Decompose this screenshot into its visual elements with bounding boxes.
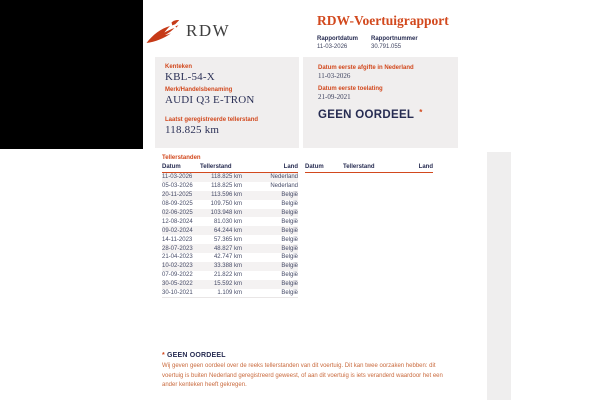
tellerstand-label: Laatst geregistreerde tellerstand [165, 117, 259, 123]
merk-label: Merk/Handelsbenaming [165, 87, 233, 93]
row-country: België [281, 272, 298, 279]
row-country: België [281, 201, 298, 208]
row-country: België [281, 290, 298, 297]
row-country: België [281, 245, 298, 252]
row-odometer: 109.750 km [210, 201, 242, 208]
table-row [162, 217, 298, 226]
kenteken-value: KBL-54-X [165, 71, 215, 83]
table-row [162, 271, 298, 280]
table-row [162, 191, 298, 200]
tellerstand-value: 118.825 km [165, 124, 220, 136]
row-country: België [281, 263, 298, 270]
row-date: 12-08-2024 [162, 218, 193, 225]
row-odometer: 103.948 km [210, 210, 242, 216]
table-row [162, 280, 298, 289]
table-row [162, 244, 298, 253]
row-date: 10-02-2023 [162, 263, 193, 270]
rdw-wordmark: RDW [186, 21, 231, 40]
meter-readings-section [162, 155, 433, 298]
rapportdatum-label: Rapportdatum [317, 36, 358, 42]
row-date: 08-09-2025 [162, 201, 193, 208]
table-row [162, 209, 298, 218]
meter-table-1-header [162, 164, 298, 173]
meter-table-1-body [162, 173, 298, 298]
col-tellerstand: Tellerstand [200, 164, 232, 170]
row-country: Nederland [270, 183, 298, 190]
row-country: België [281, 210, 298, 216]
row-date: 05-03-2026 [162, 183, 193, 190]
asterisk-marker: * [419, 108, 423, 117]
table-row [162, 182, 298, 191]
row-country: België [281, 254, 298, 261]
toelating-value: 21-09-2021 [318, 93, 351, 101]
report-title: RDW-Voertuigrapport [317, 13, 449, 28]
row-odometer: 118.825 km [211, 183, 242, 190]
report-header [317, 13, 449, 50]
rapportnummer-value: 30.791.055 [371, 44, 402, 50]
row-odometer: 15.592 km [213, 281, 242, 288]
footnote-geen-oordeel [162, 352, 458, 391]
row-country: België [281, 227, 298, 234]
oordeel-text: GEEN OORDEEL [318, 109, 415, 121]
row-odometer: 42.747 km [213, 254, 242, 261]
afgifte-label: Datum eerste afgifte in Nederland [318, 65, 414, 71]
row-date: 20-11-2025 [162, 192, 193, 199]
row-date: 30-10-2021 [162, 290, 193, 297]
footnote-text: Wij geven geen oordeel over de reeks tellerstanden van dit voertuig. Dit kan twee oorzaken hebben: dit voertuig is buiten Nederland geregistreerd geweest, of aan dit voertuig is iets veranderd waardoor het een ander kenteken heeft gekregen. [162, 363, 443, 389]
col-land: Land [418, 164, 433, 170]
rapportdatum-field [317, 36, 358, 50]
report-meta [317, 36, 449, 50]
rdw-logo-icon [146, 18, 180, 45]
col-land: Land [283, 164, 298, 170]
row-date: 02-06-2025 [162, 210, 193, 216]
kenteken-label: Kenteken [165, 64, 193, 70]
col-datum: Datum [305, 164, 324, 170]
row-country: België [281, 236, 298, 243]
table-row [162, 253, 298, 262]
row-odometer: 81.030 km [213, 218, 242, 225]
row-odometer: 1.109 km [217, 290, 242, 297]
row-odometer: 33.388 km [213, 263, 242, 270]
row-odometer: 57.365 km [213, 236, 242, 243]
row-date: 09-02-2024 [162, 227, 193, 234]
table-row [162, 289, 298, 298]
meter-table-2 [305, 164, 433, 298]
meter-table-1 [162, 164, 298, 298]
row-odometer: 21.822 km [213, 272, 242, 279]
afgifte-value: 11-03-2026 [318, 72, 351, 80]
row-date: 11-03-2026 [162, 174, 193, 181]
row-date: 14-11-2023 [162, 236, 193, 243]
black-corner-backdrop [0, 0, 143, 149]
row-odometer: 64.244 km [213, 227, 242, 234]
table-row [162, 235, 298, 244]
row-date: 07-09-2022 [162, 272, 193, 279]
table-row [162, 226, 298, 235]
table-row [162, 262, 298, 271]
row-odometer: 48.827 km [213, 245, 242, 252]
row-country: België [281, 192, 298, 199]
vehicle-info-box [155, 57, 299, 148]
row-odometer: 118.825 km [211, 174, 242, 181]
meter-table-2-header [305, 164, 433, 173]
tellerstanden-title: Tellerstanden [162, 155, 201, 161]
rapportnummer-field [371, 36, 418, 50]
row-odometer: 113.596 km [211, 192, 242, 199]
page-edge-shadow [487, 152, 511, 400]
col-tellerstand: Tellerstand [343, 164, 375, 170]
oordeel-status [318, 109, 452, 121]
asterisk-marker: * [162, 352, 165, 359]
footnote-title-row [162, 352, 458, 359]
row-date: 28-07-2023 [162, 245, 193, 252]
row-country: Nederland [270, 174, 298, 181]
rapportnummer-label: Rapportnummer [371, 36, 418, 42]
toelating-label: Datum eerste toelating [318, 86, 383, 92]
registration-info-box [303, 57, 458, 148]
row-country: België [281, 281, 298, 288]
row-country: België [281, 218, 298, 225]
footnote-title: GEEN OORDEEL [166, 352, 226, 359]
table-row [162, 200, 298, 209]
merk-value: AUDI Q3 E-TRON [165, 94, 255, 106]
table-row [162, 173, 298, 182]
row-date: 21-04-2023 [162, 254, 193, 261]
row-date: 30-05-2022 [162, 281, 193, 288]
col-datum: Datum [162, 164, 181, 170]
rapportdatum-value: 11-03-2026 [317, 44, 348, 50]
